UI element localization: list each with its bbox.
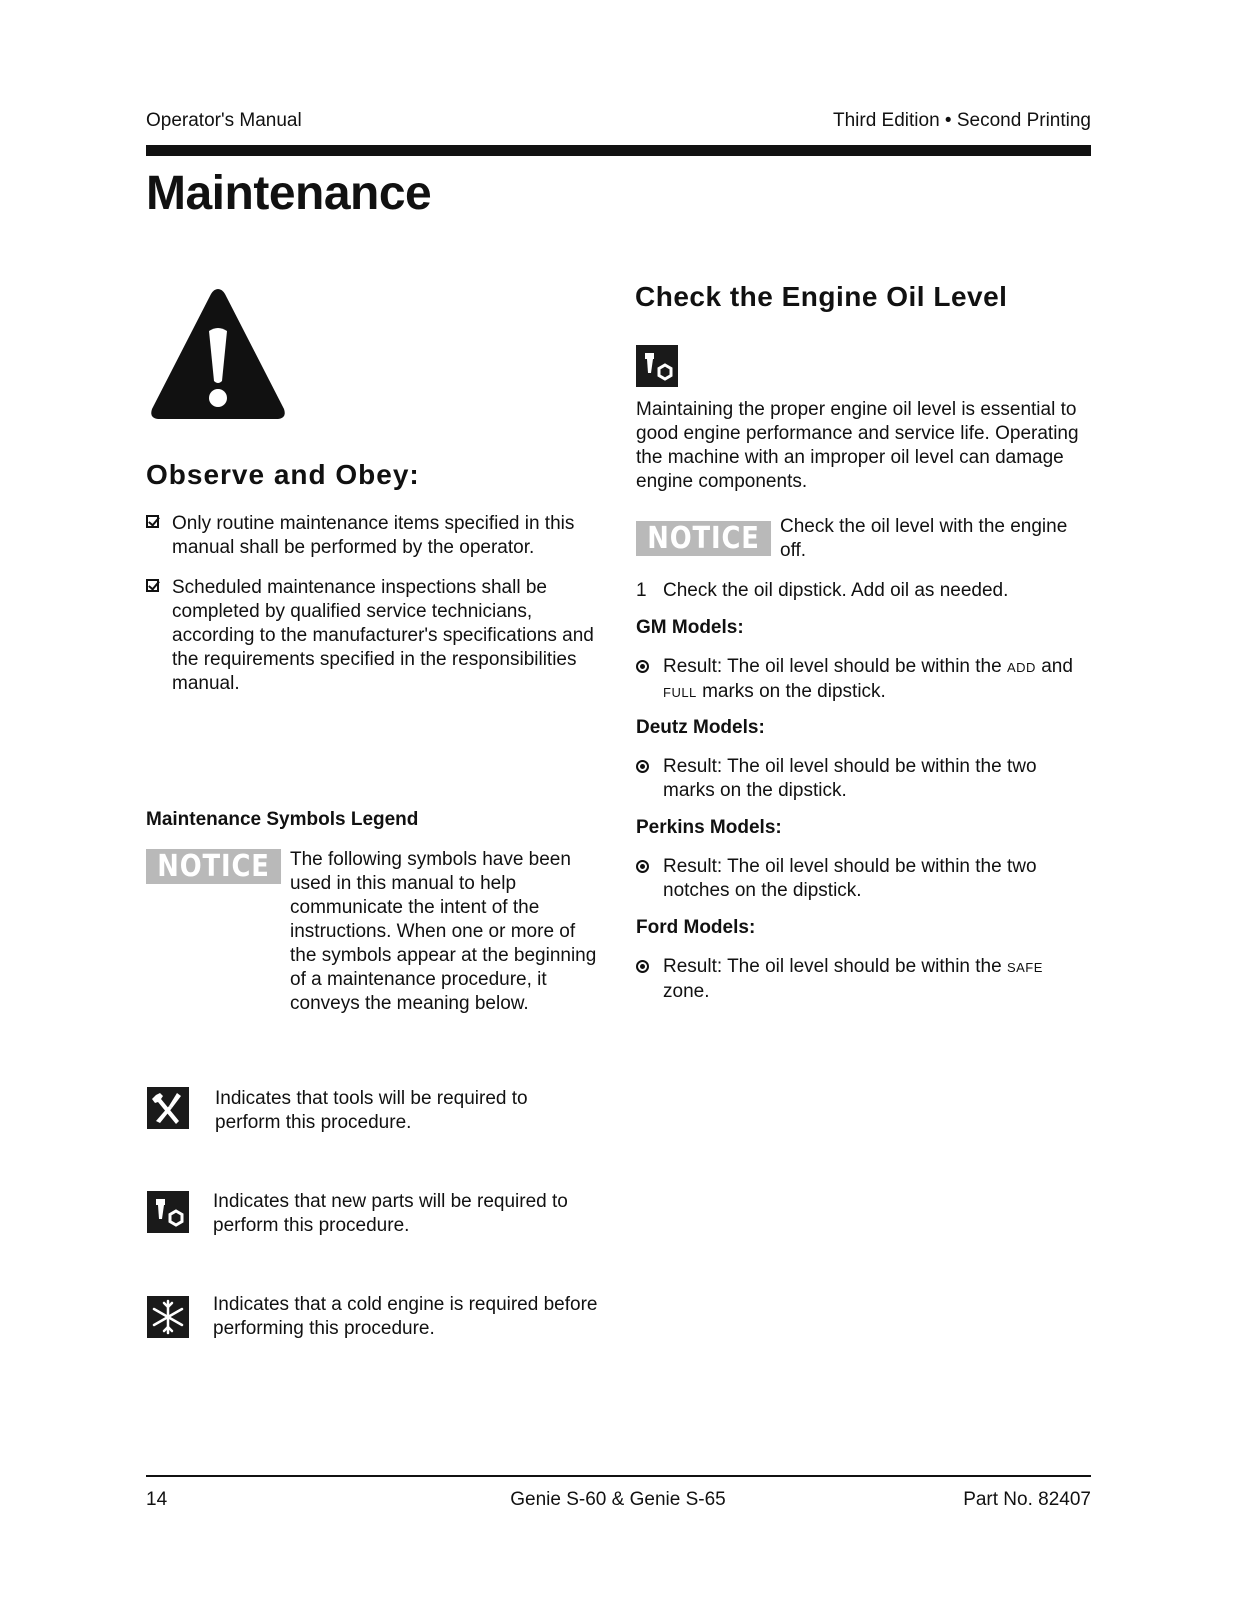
header-edition: Third Edition • Second Printing — [832, 110, 1091, 131]
cold-engine-icon — [147, 1296, 189, 1338]
observe-heading: Observe and Obey: — [146, 459, 420, 490]
symbol-parts-text: Indicates that new parts will be required to perform this procedure. — [213, 1191, 568, 1236]
warning-icon — [148, 285, 288, 423]
result-ford: Result: The oil level should be within the SAFE zone. — [636, 955, 1076, 1004]
page-title: Maintenance — [146, 167, 432, 220]
result-bullet-icon — [636, 660, 649, 673]
result-bullet-icon — [636, 960, 649, 973]
footer-model: Genie S-60 & Genie S-65 — [510, 1489, 726, 1510]
result-bullet-icon — [636, 860, 649, 873]
model-heading-perkins: Perkins Models: — [636, 817, 782, 838]
model-heading-ford: Ford Models: — [636, 917, 756, 938]
obey-item: Only routine maintenance items specified in this manual shall be performed by the operator. — [146, 512, 606, 560]
step-number: 1 — [636, 580, 647, 601]
page-number: 14 — [146, 1489, 168, 1510]
checkbox-icon — [146, 515, 159, 528]
notice-text: Check the oil level with the engine off. — [780, 516, 1068, 561]
notice-badge: NOTICE — [636, 521, 771, 556]
result-gm: Result: The oil level should be within the ADD and FULL marks on the dipstick. — [636, 655, 1096, 705]
result-bullet-icon — [636, 760, 649, 773]
step-text: Check the oil dipstick. Add oil as needed. — [663, 580, 1009, 601]
new-parts-icon — [147, 1191, 189, 1233]
result-perkins: Result: The oil level should be within the two notches on the dipstick. — [636, 855, 1076, 903]
footer-rule — [146, 1475, 1091, 1477]
intro-paragraph: Maintaining the proper engine oil level is essential to good engine performance and service life. Operating the machine with an improper oil level can damage engine components. — [636, 399, 1079, 492]
header-manual-name: Operator's Manual — [146, 110, 302, 131]
model-heading-deutz: Deutz Models: — [636, 717, 765, 738]
header-rule — [146, 145, 1091, 156]
notice-badge: NOTICE — [146, 849, 281, 884]
footer-part-number: Part No. 82407 — [963, 1489, 1091, 1510]
symbol-tools-text: Indicates that tools will be required to perform this procedure. — [215, 1088, 528, 1133]
notice-text: The following symbols have been used in this manual to help communicate the intent of the instructions. When one or more of the symbols appear at the beginning of a maintenance procedure, it conveys the meaning below. — [290, 849, 597, 1014]
symbol-cold-text: Indicates that a cold engine is required before performing this procedure. — [213, 1294, 598, 1339]
new-parts-icon — [636, 345, 678, 387]
checkbox-icon — [146, 579, 159, 592]
tools-icon — [147, 1087, 189, 1129]
legend-heading: Maintenance Symbols Legend — [146, 809, 419, 830]
model-heading-gm: GM Models: — [636, 617, 744, 638]
result-deutz: Result: The oil level should be within the two marks on the dipstick. — [636, 755, 1076, 803]
obey-item: Scheduled maintenance inspections shall be completed by qualified service technicians, according to the manufacturer's specifications and the requirements specified in the responsibilities manual. — [146, 576, 606, 696]
section-heading: Check the Engine Oil Level — [635, 281, 1008, 312]
